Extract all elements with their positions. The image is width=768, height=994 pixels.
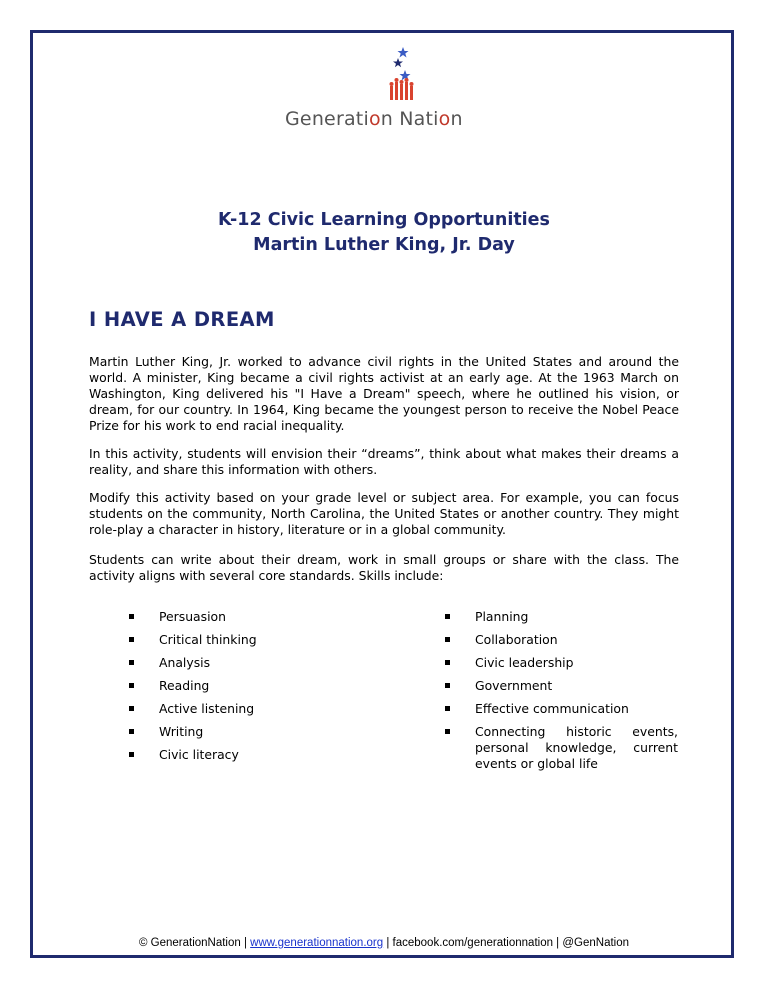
skill-label: Active listening	[159, 701, 255, 716]
list-item	[445, 701, 678, 717]
skill-label: Connecting historic events, personal knowledge, current events or global life	[475, 724, 678, 771]
skill-label: Writing	[159, 724, 204, 739]
logo-stars-hands-icon	[285, 44, 475, 108]
skill-label: Government	[475, 678, 553, 693]
skills-list-right	[445, 609, 678, 779]
title-line-1: K-12 Civic Learning Opportunities	[218, 210, 550, 230]
list-item	[445, 632, 678, 648]
bullet-icon	[129, 660, 134, 665]
logo-word-o1: o	[368, 108, 381, 130]
skill-label: Planning	[475, 609, 529, 624]
logo-word-2: n Nati	[380, 108, 439, 130]
bullet-icon	[445, 706, 450, 711]
bullet-icon	[129, 752, 134, 757]
bullet-icon	[445, 637, 450, 642]
skill-label: Analysis	[159, 655, 211, 670]
document-title	[90, 208, 678, 258]
bullet-icon	[129, 637, 134, 642]
logo-word-o2: o	[438, 108, 451, 130]
list-item	[129, 609, 389, 625]
skill-label: Civic literacy	[159, 747, 239, 762]
skill-label: Collaboration	[475, 632, 558, 647]
bullet-icon	[445, 660, 450, 665]
list-item	[129, 747, 389, 763]
skill-label: Critical thinking	[159, 632, 257, 647]
paragraph-activity: In this activity, students will envision their “dreams”, think about what makes their dreams a reality, and share this information with others.	[89, 446, 679, 477]
logo-wordmark	[285, 108, 463, 130]
list-item	[445, 678, 678, 694]
skill-label: Reading	[159, 678, 210, 693]
bullet-icon	[445, 729, 450, 734]
bullet-icon	[129, 614, 134, 619]
list-item	[129, 724, 389, 740]
paragraph-modify: Modify this activity based on your grade level or subject area. For example, you can focus students on the community, North Carolina, the United States or another country. They might role-play a character in history, literature or in a global community.	[89, 490, 679, 537]
page-footer	[0, 937, 768, 949]
paragraph-intro: Martin Luther King, Jr. worked to advance civil rights in the United States and around the world. A minister, King became a civil rights activist at an early age. At the 1963 March on Washington, King delivered his "I Have a Dream" speech, where he outlined his vision, or dream, for our country. In 1964, King became the youngest person to receive the Nobel Peace Prize for his work to end racial inequality.	[89, 354, 679, 433]
footer-social: | facebook.com/generationnation | @GenNation	[383, 937, 630, 949]
list-item	[445, 609, 678, 625]
skill-label: Persuasion	[159, 609, 226, 624]
list-item	[129, 678, 389, 694]
skill-label: Effective communication	[475, 701, 629, 716]
bullet-icon	[445, 614, 450, 619]
bullet-icon	[129, 706, 134, 711]
list-item	[129, 655, 389, 671]
title-line-2: Martin Luther King, Jr. Day	[253, 235, 515, 255]
bullet-icon	[129, 729, 134, 734]
skill-label: Civic leadership	[475, 655, 574, 670]
skills-list-left	[129, 609, 389, 770]
generation-nation-logo	[285, 44, 475, 134]
bullet-icon	[129, 683, 134, 688]
list-item	[129, 632, 389, 648]
footer-website-link[interactable]: www.generationnation.org	[250, 937, 384, 949]
paragraph-skills: Students can write about their dream, work in small groups or share with the class. The activity aligns with several core standards. Skills include:	[89, 552, 679, 583]
logo-word-1: Generati	[285, 108, 369, 130]
footer-copyright: © GenerationNation |	[138, 937, 251, 949]
logo-word-3: n	[450, 108, 463, 130]
list-item	[445, 655, 678, 671]
bullet-icon	[445, 683, 450, 688]
list-item	[445, 724, 678, 772]
list-item	[129, 701, 389, 717]
section-heading: I HAVE A DREAM	[89, 308, 275, 331]
